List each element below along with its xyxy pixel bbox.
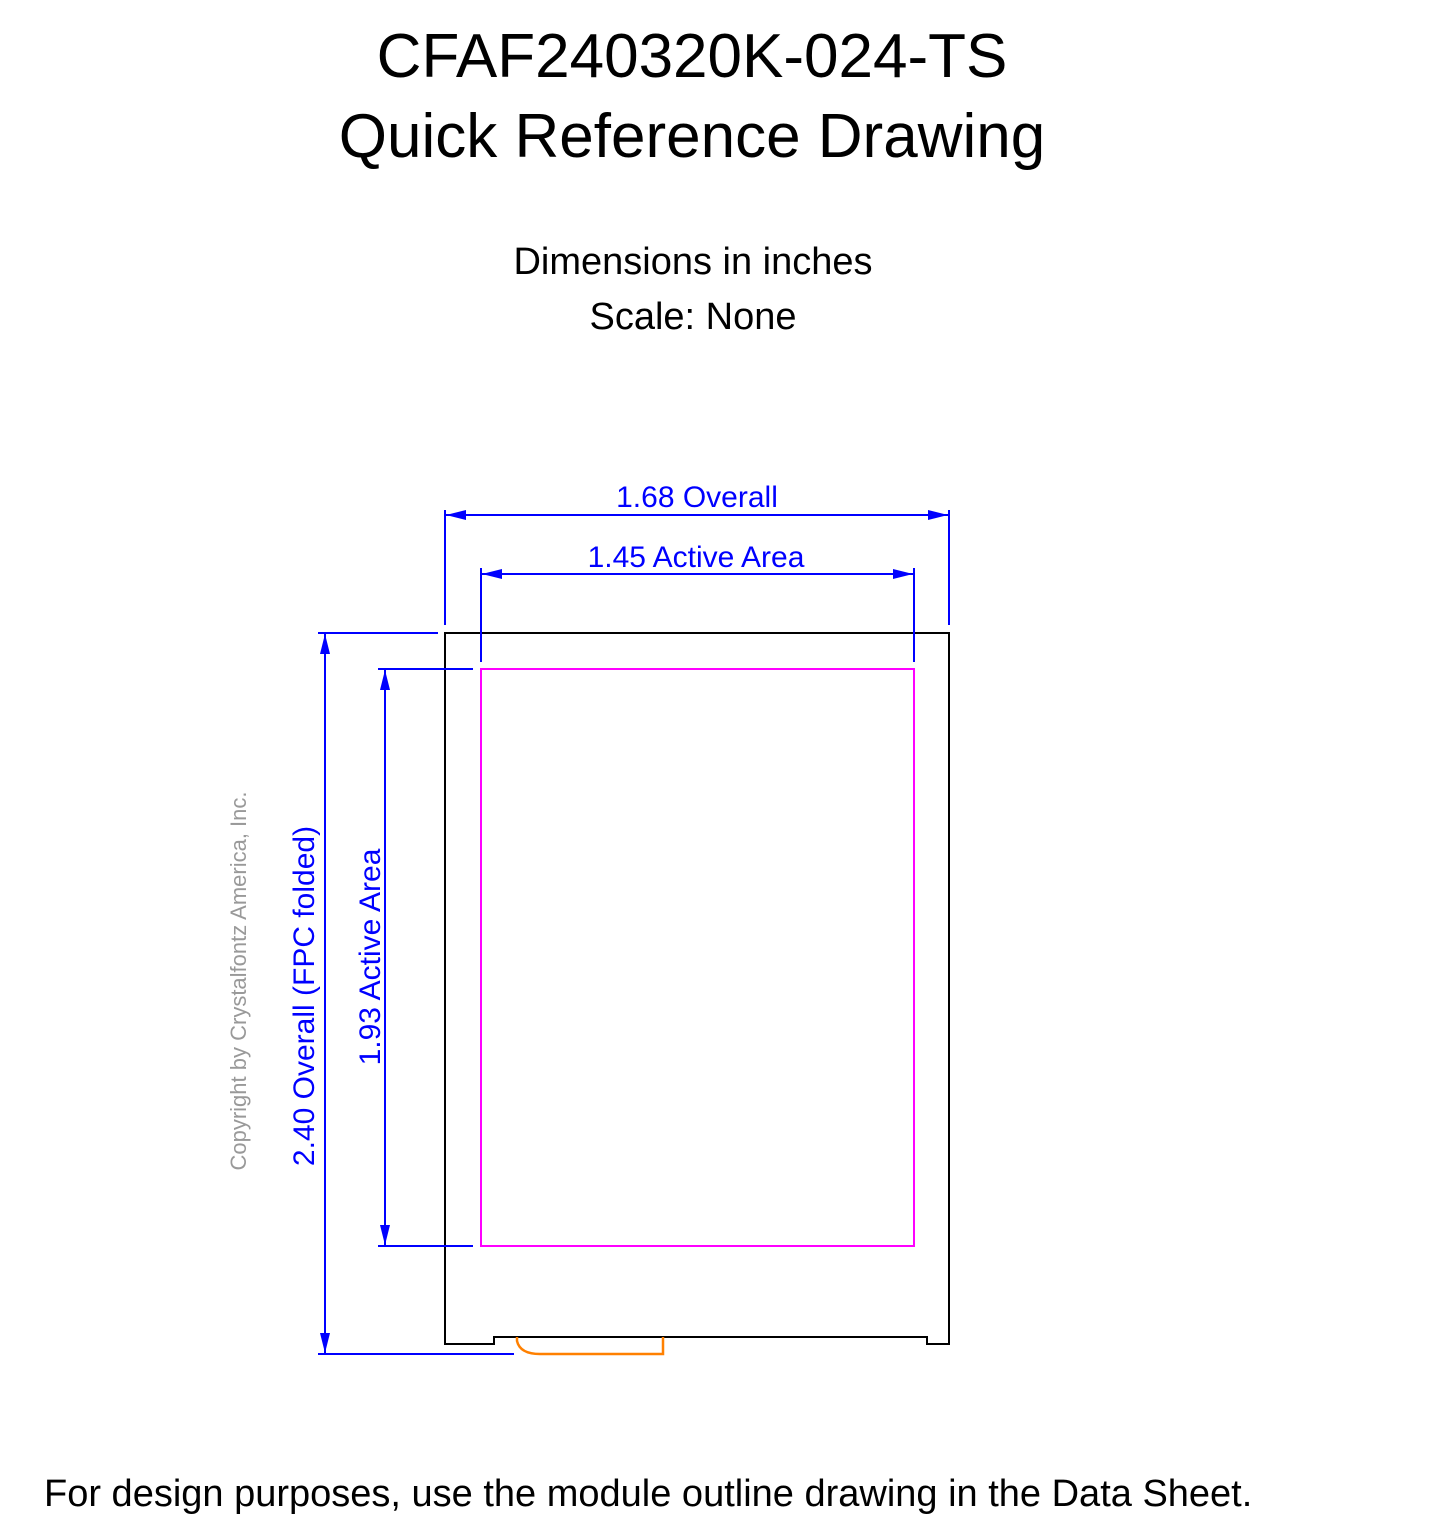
scale-note: Scale: None xyxy=(589,296,797,338)
overall-height-label: 2.40 Overall (FPC folded) xyxy=(288,825,321,1167)
drawing-title: CFAF240320K-024-TS xyxy=(376,22,1008,91)
fpc-tail xyxy=(517,1337,663,1354)
module-outline xyxy=(445,633,949,1344)
active-area-rect xyxy=(481,669,914,1246)
active-width-label: 1.45 Active Area xyxy=(587,541,805,574)
units-note: Dimensions in inches xyxy=(513,241,873,283)
drawing-subtitle-title: Quick Reference Drawing xyxy=(338,102,1046,171)
active-height-label: 1.93 Active Area xyxy=(354,848,387,1066)
design-note-footer: For design purposes, use the module outline drawing in the Data Sheet. xyxy=(44,1473,1253,1515)
copyright-notice: Copyright by Crystalfontz America, Inc. xyxy=(226,791,251,1171)
overall-width-label: 1.68 Overall xyxy=(616,481,778,514)
